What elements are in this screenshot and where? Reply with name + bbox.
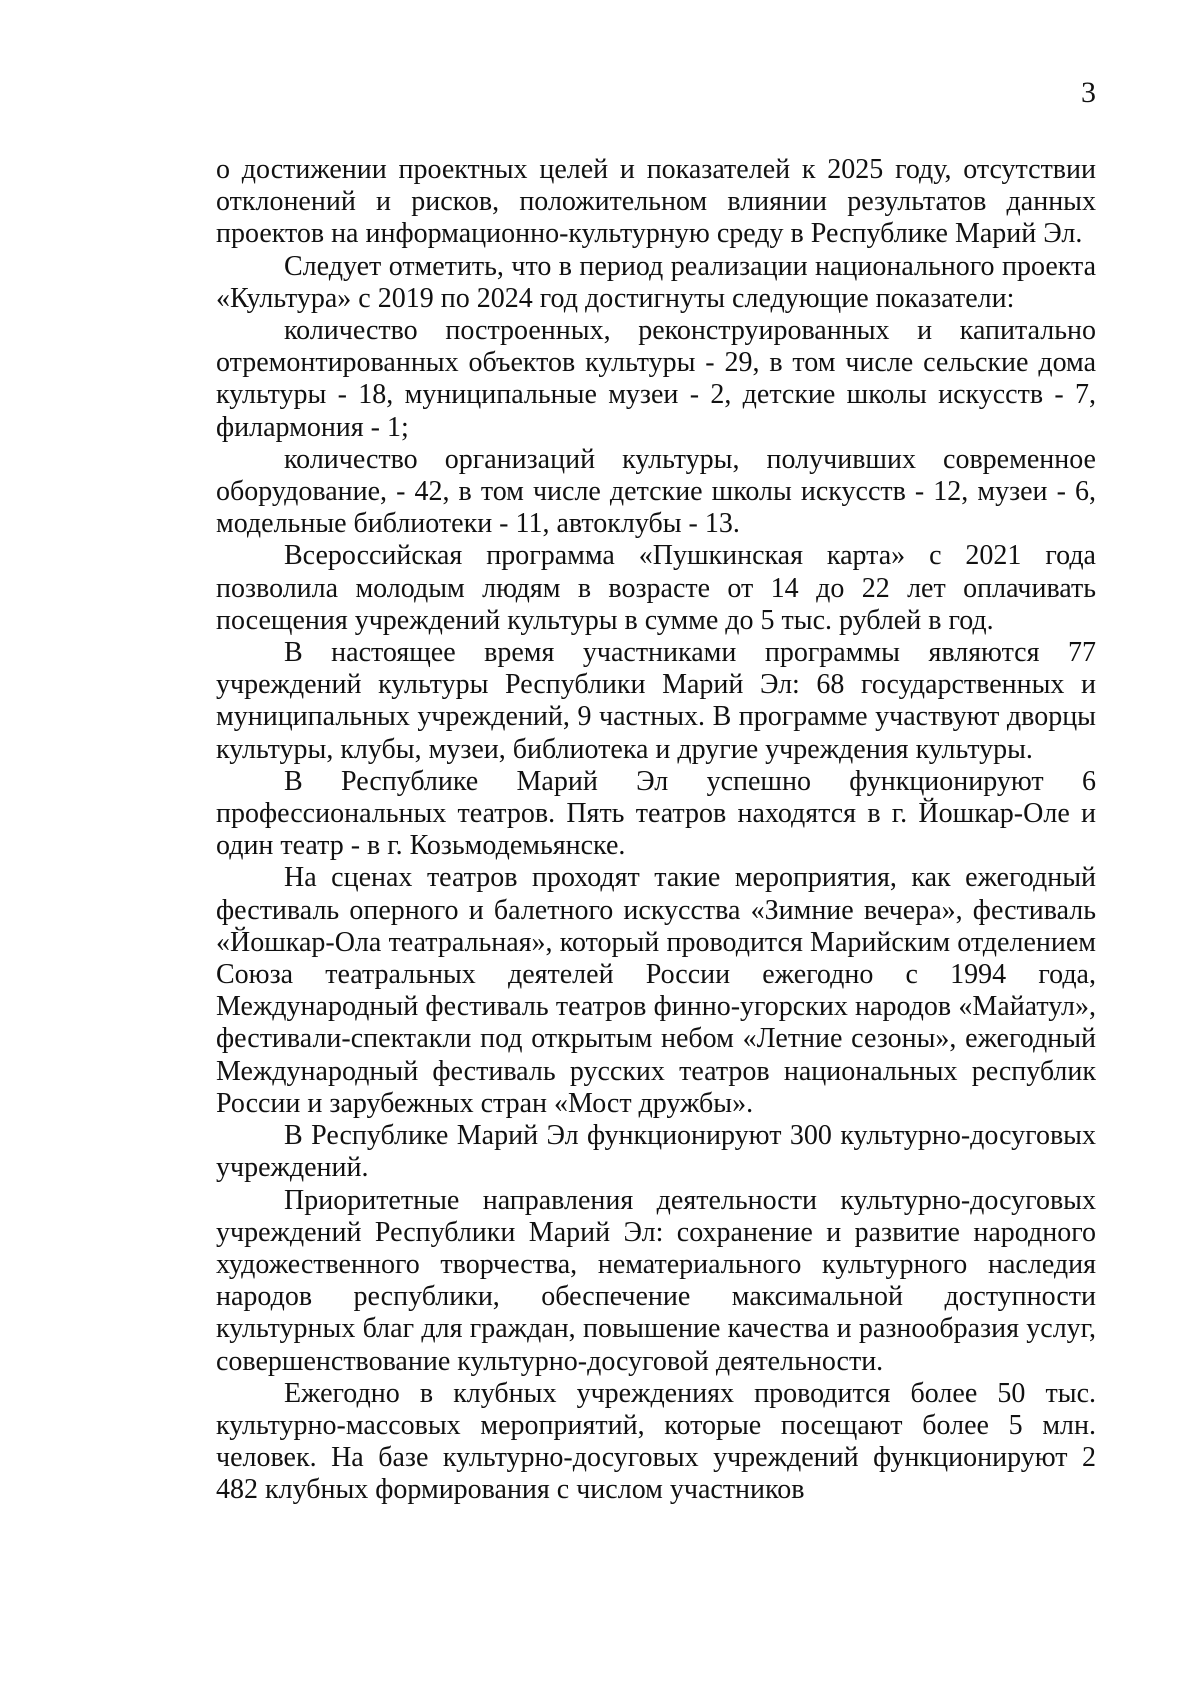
document-body	[216, 154, 1096, 1507]
paragraph-pushkin-card: Всероссийская программа «Пушкинская карта» с 2021 года позволила молодым людям в возрасте от 14 до 22 лет оплачивать посещения учреждений культуры в сумме до 5 тыс. рублей в год.	[216, 540, 1096, 636]
paragraph-priorities: Приоритетные направления деятельности культурно-досуговых учреждений Республики Марий Эл: сохранение и развитие народного художественного творчества, нематериального культурного наследия народов республики, обеспечение максимальной доступности культурных благ для граждан, повышение качества и разнообразия услуг, совершенствование культурно-досуговой деятельности.	[216, 1184, 1096, 1377]
paragraph-national-project-results: Следует отметить, что в период реализации национального проекта «Культура» с 2019 по 2024 год достигнуты следующие показатели:	[216, 250, 1096, 314]
paragraph-equipped-organizations: количество организаций культуры, получивших современное оборудование, - 42, в том числе детские школы искусств - 12, музеи - 6, модельные библиотеки - 11, автоклубы - 13.	[216, 443, 1096, 540]
paragraph-built-objects: количество построенных, реконструированных и капитально отремонтированных объектов культуры - 29, в том числе сельские дома культуры - 18, муниципальные музеи - 2, детские школы искусств - 7, филармония - 1;	[216, 315, 1096, 443]
page-number: 3	[1081, 76, 1096, 109]
paragraph-continuation: о достижении проектных целей и показателей к 2025 году, отсутствии отклонений и рисков, положительном влиянии результатов данных проектов на информационно-культурную среду в Республике Марий Эл.	[216, 154, 1096, 250]
paragraph-club-events: Ежегодно в клубных учреждениях проводится более 50 тыс. культурно-массовых мероприятий, которые посещают более 5 млн. человек. На базе культурно-досуговых учреждений функционируют 2 482 клубных формирования с числом участников	[216, 1377, 1096, 1506]
paragraph-program-participants: В настоящее время участниками программы являются 77 учреждений культуры Республики Марий Эл: 68 государственных и муниципальных учреждений, 9 частных. В программе участвуют дворцы культуры, клубы, музеи, библиотека и другие учреждения культуры.	[216, 637, 1096, 765]
paragraph-theatre-events: На сценах театров проходят такие мероприятия, как ежегодный фестиваль оперного и балетного искусства «Зимние вечера», фестиваль «Йошкар-Ола театральная», который проводится Марийским отделением Союза театральных деятелей России ежегодно с 1994 года, Международный фестиваль театров финно-угорских народов «Майатул», фестивали-спектакли под открытым небом «Летние сезоны», ежегодный Международный фестиваль русских театров национальных республик России и зарубежных стран «Мост дружбы».	[216, 862, 1096, 1119]
paragraph-theatres: В Республике Марий Эл успешно функционируют 6 профессиональных театров. Пять театров находятся в г. Йошкар-Оле и один театр - в г. Козьмодемьянске.	[216, 765, 1096, 862]
paragraph-cultural-institutions: В Республике Марий Эл функционируют 300 культурно-досуговых учреждений.	[216, 1120, 1096, 1184]
